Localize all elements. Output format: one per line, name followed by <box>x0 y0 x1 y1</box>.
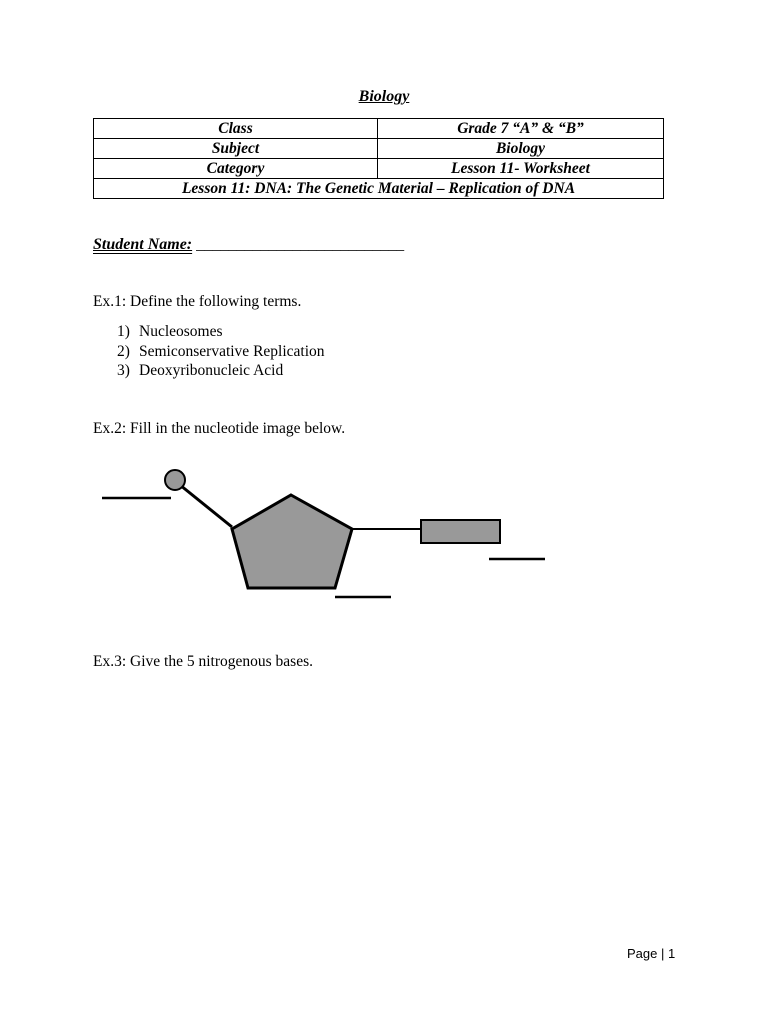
phosphate-circle <box>165 470 185 490</box>
table-row <box>94 119 664 139</box>
table-cell-category-value: Lesson 11- Worksheet <box>378 159 664 179</box>
table-row <box>94 179 664 199</box>
exercise-1-prompt: Ex.1: Define the following terms. <box>93 293 302 310</box>
table-cell-category-label: Category <box>94 159 378 179</box>
list-item-number: 1) <box>117 323 130 340</box>
exercise-3-prompt: Ex.3: Give the 5 nitrogenous bases. <box>93 653 313 670</box>
student-name-line <box>93 236 404 254</box>
list-item-text: Nucleosomes <box>139 323 223 340</box>
list-item-number: 2) <box>117 342 130 360</box>
list-item <box>117 361 325 381</box>
base-rectangle <box>421 520 500 543</box>
info-table <box>93 118 664 199</box>
list-item <box>117 322 325 342</box>
exercise-1-terms-list <box>117 322 325 381</box>
list-item-text: Semiconservative Replication <box>139 342 325 360</box>
table-row <box>94 139 664 159</box>
table-cell-class-value: Grade 7 “A” & “B” <box>378 119 664 139</box>
sugar-pentagon <box>232 495 352 588</box>
table-cell-lesson-title: Lesson 11: DNA: The Genetic Material – Replication of DNA <box>94 179 664 199</box>
nucleotide-diagram <box>95 455 555 605</box>
student-name-blank[interactable]: __________________________ <box>196 236 405 253</box>
table-row <box>94 159 664 179</box>
table-cell-subject-value: Biology <box>378 139 664 159</box>
student-name-label: Student Name: <box>93 236 193 253</box>
table-cell-class-label: Class <box>94 119 378 139</box>
list-item-number: 3) <box>117 362 130 379</box>
page-number: Page | 1 <box>627 946 676 961</box>
list-item-text: Deoxyribonucleic Acid <box>139 362 284 379</box>
exercise-2-prompt: Ex.2: Fill in the nucleotide image below. <box>93 420 346 437</box>
table-cell-subject-label: Subject <box>94 139 378 159</box>
list-item <box>117 342 325 362</box>
document-title: Biology <box>358 88 410 105</box>
phosphate-sugar-bond <box>180 485 232 527</box>
